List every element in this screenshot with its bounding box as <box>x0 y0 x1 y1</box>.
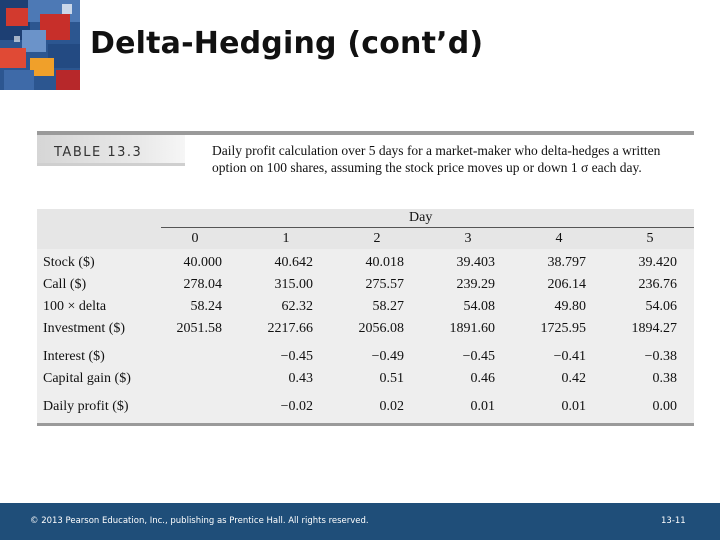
table-cell: 54.06 <box>645 299 677 314</box>
table-cell: 1725.95 <box>540 321 586 336</box>
table-cell: 2056.08 <box>358 321 404 336</box>
table-cell: 0.02 <box>379 399 404 414</box>
table-cell: 2051.58 <box>176 321 222 336</box>
table-cell: 0.01 <box>561 399 586 414</box>
row-label: Daily profit ($) <box>43 399 129 414</box>
publisher-logo-image <box>0 0 80 90</box>
table-cell: 40.018 <box>365 255 404 270</box>
table-cell: 0.38 <box>652 371 677 386</box>
table-cell: −0.41 <box>553 349 586 364</box>
table-cell: 40.642 <box>274 255 313 270</box>
row-label: Investment ($) <box>43 321 126 336</box>
table-13-3 <box>37 131 694 427</box>
column-header: 5 <box>646 231 654 246</box>
table-cell: 2217.66 <box>267 321 313 336</box>
table-cell: 236.76 <box>638 277 677 292</box>
table-cell: 0.51 <box>379 371 404 386</box>
table-label-box <box>37 135 185 163</box>
table-cell: 58.24 <box>190 299 222 314</box>
table-cell: 40.000 <box>183 255 222 270</box>
table-cell: 278.04 <box>183 277 222 292</box>
row-label: Call ($) <box>43 277 87 292</box>
table-cell: 315.00 <box>274 277 313 292</box>
row-label: Interest ($) <box>43 349 105 364</box>
table-cell: −0.02 <box>280 399 313 414</box>
row-label: Stock ($) <box>43 255 95 270</box>
slide-title: Delta-Hedging (cont’d) <box>90 26 484 61</box>
table-cell: −0.49 <box>371 349 404 364</box>
column-header: 4 <box>555 231 563 246</box>
row-label: Capital gain ($) <box>43 371 131 386</box>
column-header: 2 <box>373 231 381 246</box>
table-cell: 206.14 <box>547 277 586 292</box>
group-header-day: Day <box>409 210 433 225</box>
column-header: 3 <box>464 231 472 246</box>
table-cell: −0.38 <box>644 349 677 364</box>
table-cell: 239.29 <box>456 277 495 292</box>
table-cell: 39.403 <box>456 255 495 270</box>
table-cell: 39.420 <box>638 255 677 270</box>
column-header: 1 <box>282 231 290 246</box>
footer-bar <box>0 503 720 540</box>
table-cell: −0.45 <box>280 349 313 364</box>
copyright-text: © 2013 Pearson Education, Inc., publishing as Prentice Hall. All rights reserved. <box>30 516 369 526</box>
table-cell: −0.45 <box>462 349 495 364</box>
table-label: TABLE 13.3 <box>54 145 143 160</box>
table-bottom-rule <box>37 423 694 426</box>
table-cell: 0.00 <box>652 399 677 414</box>
table-cell: 0.42 <box>561 371 586 386</box>
row-label: 100 × delta <box>43 299 107 314</box>
page-number: 13-11 <box>661 516 686 526</box>
table-cell: 0.46 <box>470 371 495 386</box>
table-caption: Daily profit calculation over 5 days for a market-maker who delta-hedges a written option on 100 shares, assuming the stock price moves up or down 1 σ each day. <box>212 143 661 175</box>
table-label-strip <box>37 163 185 166</box>
group-header-rule <box>161 227 694 228</box>
table-cell: 54.08 <box>463 299 495 314</box>
table-cell: 1894.27 <box>631 321 677 336</box>
column-header: 0 <box>191 231 199 246</box>
table-cell: 49.80 <box>554 299 586 314</box>
table-cell: 58.27 <box>372 299 404 314</box>
table-cell: 0.43 <box>288 371 313 386</box>
table-cell: 275.57 <box>365 277 404 292</box>
table-cell: 62.32 <box>281 299 313 314</box>
table-cell: 1891.60 <box>449 321 495 336</box>
table-cell: 38.797 <box>547 255 586 270</box>
table-cell: 0.01 <box>470 399 495 414</box>
